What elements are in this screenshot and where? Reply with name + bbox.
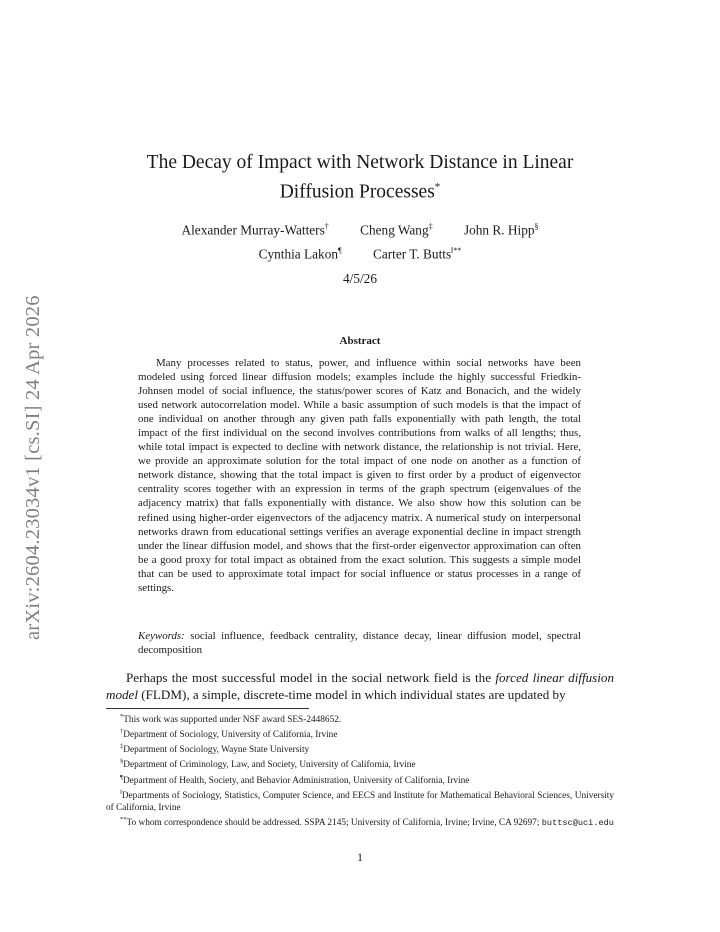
author-name: Cheng Wang: [360, 222, 429, 238]
author-name: Carter T. Butts: [372, 246, 452, 262]
paper-date: 4/5/26: [343, 271, 377, 286]
keywords-text: social influence, feedback centrality, distance decay, linear diffusion model, spectral decomposition: [138, 630, 581, 657]
abstract-heading: Abstract: [339, 335, 381, 347]
author-affiliation-mark: ‖**: [451, 246, 462, 255]
author-name: John R. Hipp: [463, 222, 535, 238]
footnote-mark: §: [120, 758, 124, 766]
author-affiliation-mark: §: [534, 222, 539, 231]
footnote: [106, 787, 614, 814]
footnote-text: Department of Sociology, University of California, Irvine: [123, 730, 338, 741]
footnote: [106, 741, 614, 756]
title-line-2: Diffusion Processes: [279, 181, 435, 203]
footnote: [106, 726, 614, 741]
footnote-mark: ‡: [120, 743, 124, 751]
footnote: [106, 814, 614, 829]
author-affiliation-mark: ¶: [338, 246, 342, 255]
title-line-1: The Decay of Impact with Network Distance in Linear: [146, 152, 574, 173]
footnote-text: Department of Criminology, Law, and Society, University of California, Irvine: [123, 760, 416, 771]
footnote-mark: *: [120, 713, 124, 720]
footnote: [106, 756, 614, 771]
footnote-rule: [106, 708, 309, 709]
author-list-row-1: [110, 219, 610, 238]
footnote-text: Departments of Sociology, Statistics, Computer Science, and EECS and Institute for Mathematical Behavioral Sciences, University of California, Irvine: [106, 790, 614, 813]
author: [259, 243, 342, 262]
intro-rest: (FLDM), a simple, discrete-time model in which individual states are updated by: [138, 687, 566, 702]
title-footnote-mark: *: [434, 181, 441, 193]
abstract-body: Many processes related to status, power, and influence within social networks have been modeled using forced linear diffusion models; examples include the highly successful Friedkin-Johnsen model of social influence, the status/power scores of Katz and Bonacich, and the widely used network autocorrelation model. While a basic assumption of such models is that the impact of one individual on another through any given path falls exponentially with path length, the total impact of the first individual on the second involves contributions from walks of all lengths; thus, while total impact is expected to decline with network distance, the relationship is not trivial. Here, we provide an approximate solution for the total impact of one node on another as a function of network distance, showing that the total impact is given to first order by a product of eigenvector centrality scores together with an expression in terms of the graph spectrum (eigenvalues of the adjacency matrix) that falls exponentially with distance. We also show how this solution can be refined using higher-order eigenvectors of the adjacency matrix. A numerical study on interpersonal networks drawn from educational settings verifies an average exponential decline in impact strength under the linear diffusion model, and shows that the first-order eigenvector approximation can often be a good proxy for total impact as obtained from the exact solution. This suggests a simple model that can be used to approximate total impact for social influence or status processes in a range of settings.: [138, 357, 581, 594]
paper-title: [110, 150, 610, 205]
author: [182, 219, 329, 238]
footnote: [106, 711, 614, 726]
author: [464, 219, 539, 238]
intro-lead: Perhaps the most successful model in the social network field is the: [126, 670, 496, 685]
footnote-mark: ‖: [120, 788, 122, 796]
author-list-row-2: [110, 243, 610, 262]
footnote-text: To whom correspondence should be addressed. SSPA 2145; University of California, Irvine; Irvine, CA 92697;: [126, 817, 542, 828]
arxiv-identifier-stamp: arXiv:2604.23034v1 [cs.SI] 24 Apr 2026: [22, 295, 44, 640]
correspondence-email[interactable]: buttsc@uci.edu: [541, 817, 614, 828]
footnote-text: Department of Sociology, Wayne State University: [123, 745, 310, 756]
keywords-label: Keywords:: [138, 630, 185, 642]
intro-emphasis: forced linear diffusion model: [106, 670, 615, 702]
author-name: Alexander Murray-Watters: [181, 222, 325, 238]
author: [373, 243, 461, 262]
keywords: [138, 629, 581, 657]
footnote-mark: ¶: [120, 773, 123, 781]
footnote-mark: †: [120, 728, 124, 736]
footnote: [106, 772, 614, 787]
footnote-text: This work was supported under NSF award SES-2448652.: [123, 715, 342, 726]
author-affiliation-mark: †: [324, 222, 329, 231]
footnote-mark: **: [120, 815, 127, 823]
intro-paragraph: [106, 669, 614, 703]
footnote-text: Department of Health, Society, and Behavior Administration, University of California, Irvine: [122, 775, 470, 786]
footnotes: [106, 711, 614, 829]
page-number: 1: [357, 850, 363, 864]
author-affiliation-mark: ‡: [428, 222, 433, 231]
author-name: Cynthia Lakon: [258, 246, 339, 262]
author: [360, 219, 432, 238]
